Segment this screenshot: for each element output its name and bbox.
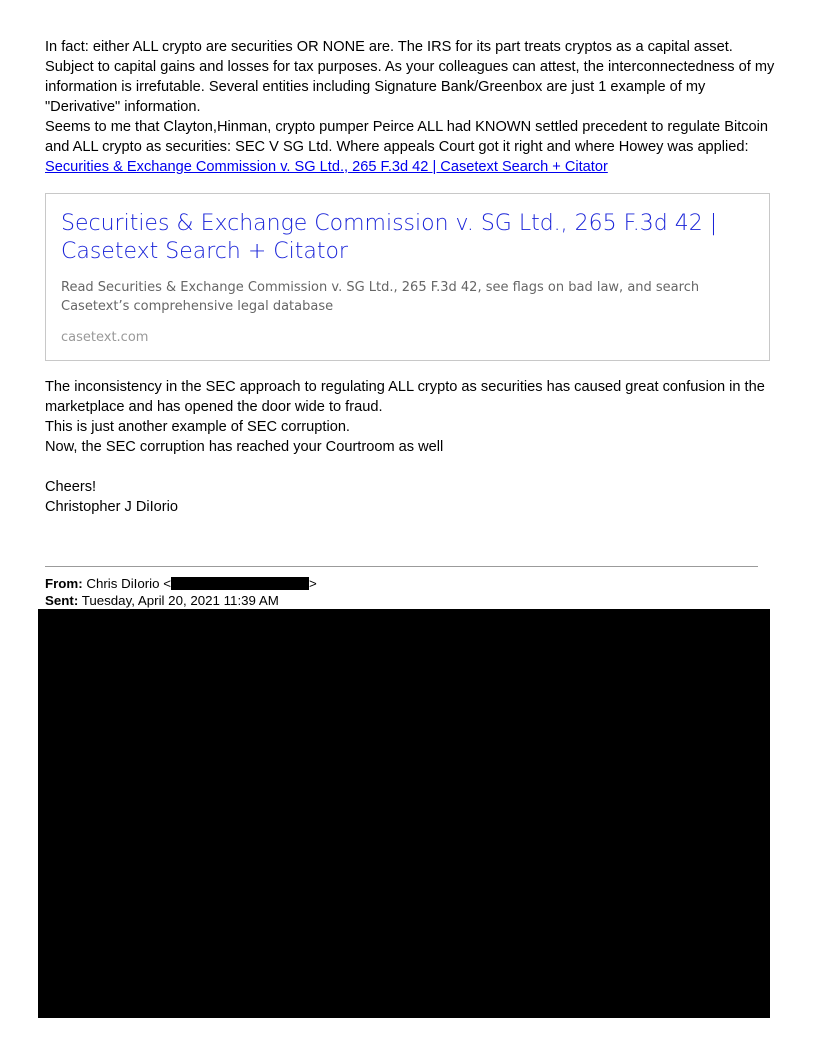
casetext-link[interactable]: Securities & Exchange Commission v. SG Ltd., 265 F.3d 42 | Casetext Search + Citator	[45, 159, 608, 175]
signature-block	[45, 477, 178, 517]
from-close: >	[308, 576, 317, 591]
body-line-5: This is just another example of SEC corruption.	[45, 419, 350, 435]
from-label: From:	[45, 576, 83, 591]
sent-value: Tuesday, April 20, 2021 11:39 AM	[81, 593, 279, 608]
body-line-3: Seems to me that Clayton,Hinman, crypto pumper Peirce ALL had KNOWN settled precedent to regulate Bitcoin and ALL crypto as securities: SEC V SG Ltd. Where appeals Court got it right and where Howey was applied:	[45, 119, 769, 155]
body-line-4: The inconsistency in the SEC approach to regulating ALL crypto as securities has caused great confusion in the marketplace and has opened the door wide to fraud.	[45, 379, 765, 415]
preview-title[interactable]: Securities & Exchange Commission v. SG Ltd., 265 F.3d 42 | Casetext Search + Citator	[61, 211, 718, 264]
message-body-top	[45, 37, 775, 177]
redacted-email	[171, 577, 309, 590]
sent-line	[45, 593, 279, 609]
link-preview-card[interactable]	[45, 193, 770, 361]
message-body-bottom	[45, 377, 775, 457]
body-line-2: Subject to capital gains and losses for tax purposes. As your colleagues can attest, the interconnectedness of my information is irrefutable. Several entities including Signature Bank/Greenbox are just 1 example of my "Derivative" information.	[45, 59, 775, 115]
closing: Cheers!	[45, 479, 97, 495]
signature-name: Christopher J DiIorio	[45, 499, 179, 515]
sent-label: Sent:	[45, 593, 79, 608]
from-name: Chris DiIorio <	[86, 576, 171, 591]
body-line-6: Now, the SEC corruption has reached your Courtroom as well	[45, 439, 444, 455]
from-line	[45, 576, 317, 592]
preview-domain: casetext.com	[61, 330, 149, 345]
separator-line	[45, 566, 758, 567]
preview-description: Read Securities & Exchange Commission v. SG Ltd., 265 F.3d 42, see flags on bad law, and search Casetext’s comprehensive legal database	[61, 280, 700, 314]
redacted-content	[38, 609, 770, 1018]
body-line-1: In fact: either ALL crypto are securities OR NONE are. The IRS for its part treats cryptos as a capital asset.	[45, 39, 733, 55]
